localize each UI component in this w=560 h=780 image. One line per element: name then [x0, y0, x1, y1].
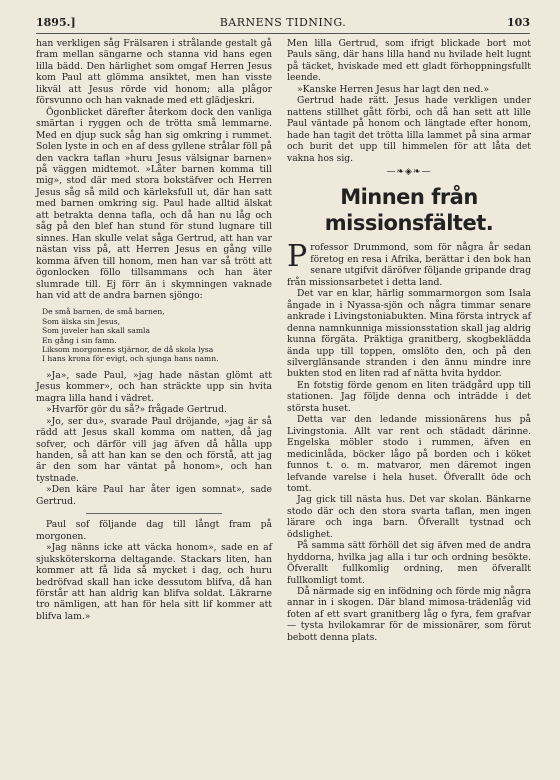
paragraph: »Jag nänns icke att väcka honom», sade en af sjuksköterskorna deltagande. Stackars liten, han kommer att få lida så mycket i dag, och huru bedröfvad skall han icke dessutom blifva, då han förstår att han aldrig kan blifva soldat. Läkrarne tro nämligen, att han för hela sitt lif kommer att blifva lam.» — [36, 542, 272, 622]
paragraph: »Den käre Paul har åter igen somnat», sade Gertrud. — [36, 484, 272, 507]
right-column — [287, 38, 531, 643]
poem-line: Liksom morgonens stjärnor, de då skola lysa — [42, 345, 214, 355]
paragraph: Gertrud hade rätt. Jesus hade verkligen under nattens stillhet gått förbi, och då han sett att lille Paul väntade på honom och längtade efter honom, hade han tagit det trötta lilla lammet på sina armar och burit det upp till himmelen för att låta det vakna hos sig. — [287, 95, 531, 164]
paragraph: »Kanske Herren Jesus har lagt den ned.» — [297, 83, 489, 95]
paragraph: Ögonblicket därefter återkom dock den vanliga smärtan i ryggen och de trötta små lemmarne. Med en djup suck såg han sig omkring i rummet. Solen lyste in och en af dess gyllene strålar föll på den vackra taflan »huru Jesus välsignar barnen» på väggen midtemot. »Låter barnen komma till mig», stod där med stora bokstäfver och Herren Jesus såg så mild och kärleksfull ut, där han satt med barnen omkring sig. Paul hade alltid älskat att betrakta denna tafla, och då han nu låg och såg på den blef han stund för stund lugnare till sinnes. Han skulle velat såga Gertrud, att han var nästan viss på, att Herren Jesus en gång ville komma äfven till honom, men han var så trött att ögonlocken föllo tillsammans och han äter slumrade till. Ej förr än i skymningen vaknade han vid att de andra barnen sjöngo: — [36, 106, 272, 301]
paragraph: »Jo, ser du», svarade Paul dröjande, »jag är så rädd att Jesus skall komma om natten, då jag sofver, och därför vill jag äfven då hålla upp handen, så att han kan se den och förstå, att jag är den som har väntat på honom», och han tystnade. — [36, 415, 272, 484]
page-number: 103 — [507, 16, 530, 29]
paragraph-text: rofessor Drummond, som för några år sedan företog en resa i Afrika, berättar i den bok han senare utgifvit däröfver följande gripande drag från missionsarbetet i detta land. — [287, 242, 531, 288]
header-rule — [36, 33, 530, 34]
section-divider — [86, 513, 222, 514]
paragraph: Då närmade sig en infödning och förde mig några annar in i skogen. Där bland mimosa-trädenlåg vid foten af ett svart granitberg låg o fyra, fem grafvar — tysta hvilokamrar för de missionärer, som förut bebott denna plats. — [287, 586, 531, 643]
header-year: 1895.] — [36, 16, 76, 29]
poem — [42, 307, 272, 363]
drop-cap: P — [287, 239, 308, 275]
paragraph — [287, 239, 531, 288]
ornament-divider: —❧◈❧— — [386, 166, 432, 177]
left-column — [36, 38, 272, 622]
paragraph: Detta var den ledande missionärens hus på Livingstonia. Allt var rent och städadt därinne. Engelska möbler stodo i rummen, äfven en medicinlåda, böcker lågo på borden och i köket funnos t. o. m. matvaror, men däremot ingen lefvande varelse i hela huset. Öfverallt öde och tomt. — [287, 414, 531, 494]
poem-line: I hans krona för evigt, och sjunga hans namn. — [42, 354, 219, 364]
poem-line: De små barnen, de små barnen, — [42, 307, 165, 317]
running-header — [36, 16, 530, 32]
poem-line: Som juveler han skall samla — [42, 326, 150, 336]
poem-line: En gång i sin famn. — [42, 335, 117, 345]
header-title: BARNENS TIDNING. — [219, 16, 347, 29]
paragraph: »Ja», sade Paul, »jag hade nästan glömt att Jesus kommer», och han sträckte upp sin hvita magra lilla hand i vädret. — [36, 369, 272, 404]
paragraph: Det var en klar, härlig sommarmorgon som Isala ångade in i Nyassa-sjön och några timmar senare ankrade i Livingstoniabukten. Mina första intryck af denna namnkunniga missionsstation skall jag aldrig kunna förgäta. Präktiga granitberg, skogbeklädda ända upp till toppen, omslöto den, och på den silverglänsande stranden i den ännu mindre inre bukten stod en liten rad af nätta hvita hyddor. — [287, 288, 531, 380]
paragraph: Jag gick till nästa hus. Det var skolan. Bänkarne stodo där och den stora svarta taflan, men ingen lärare och inga barn. Öfverallt tystnad och ödslighet. — [287, 494, 531, 540]
poem-line: Som älska sin Jesus, — [42, 316, 121, 326]
paragraph: han verkligen såg Frälsaren i strålande gestalt gå fram mellan sängarne och stanna vid hans egen lilla bädd. Den härlighet som omgaf Herren Jesus kom Paul att glömma ansiktet, men han visste likväl att Jesus rörde vid honom; alla plågor försvunno och han vaknade med ett glädjeskri. — [36, 38, 272, 107]
paragraph: En fotstig förde genom en liten trädgård upp till stationen. Jag följde denna och inträdde i det största huset. — [287, 379, 531, 414]
paragraph: Men lilla Gertrud, som ifrigt blickade bort mot Pauls säng, där hans lilla hand nu hvilade helt lugnt på täcket, hviskade med ett gladt förhoppningsfullt leende. — [287, 38, 531, 84]
paragraph: »Hvarför gör du så?» frågade Gertrud. — [46, 404, 227, 416]
section-heading: Minnen från missionsfältet. — [324, 185, 494, 236]
paragraph: Paul sof följande dag till långt fram på morgonen. — [36, 519, 272, 542]
paragraph: På samma sätt förhöll det sig äfven med de andra hyddorna, hvilka jag alla i tur och ordning besökte. Öfverallt fullkomlig ordning, men öfverallt fullkomligt tomt. — [287, 540, 531, 586]
